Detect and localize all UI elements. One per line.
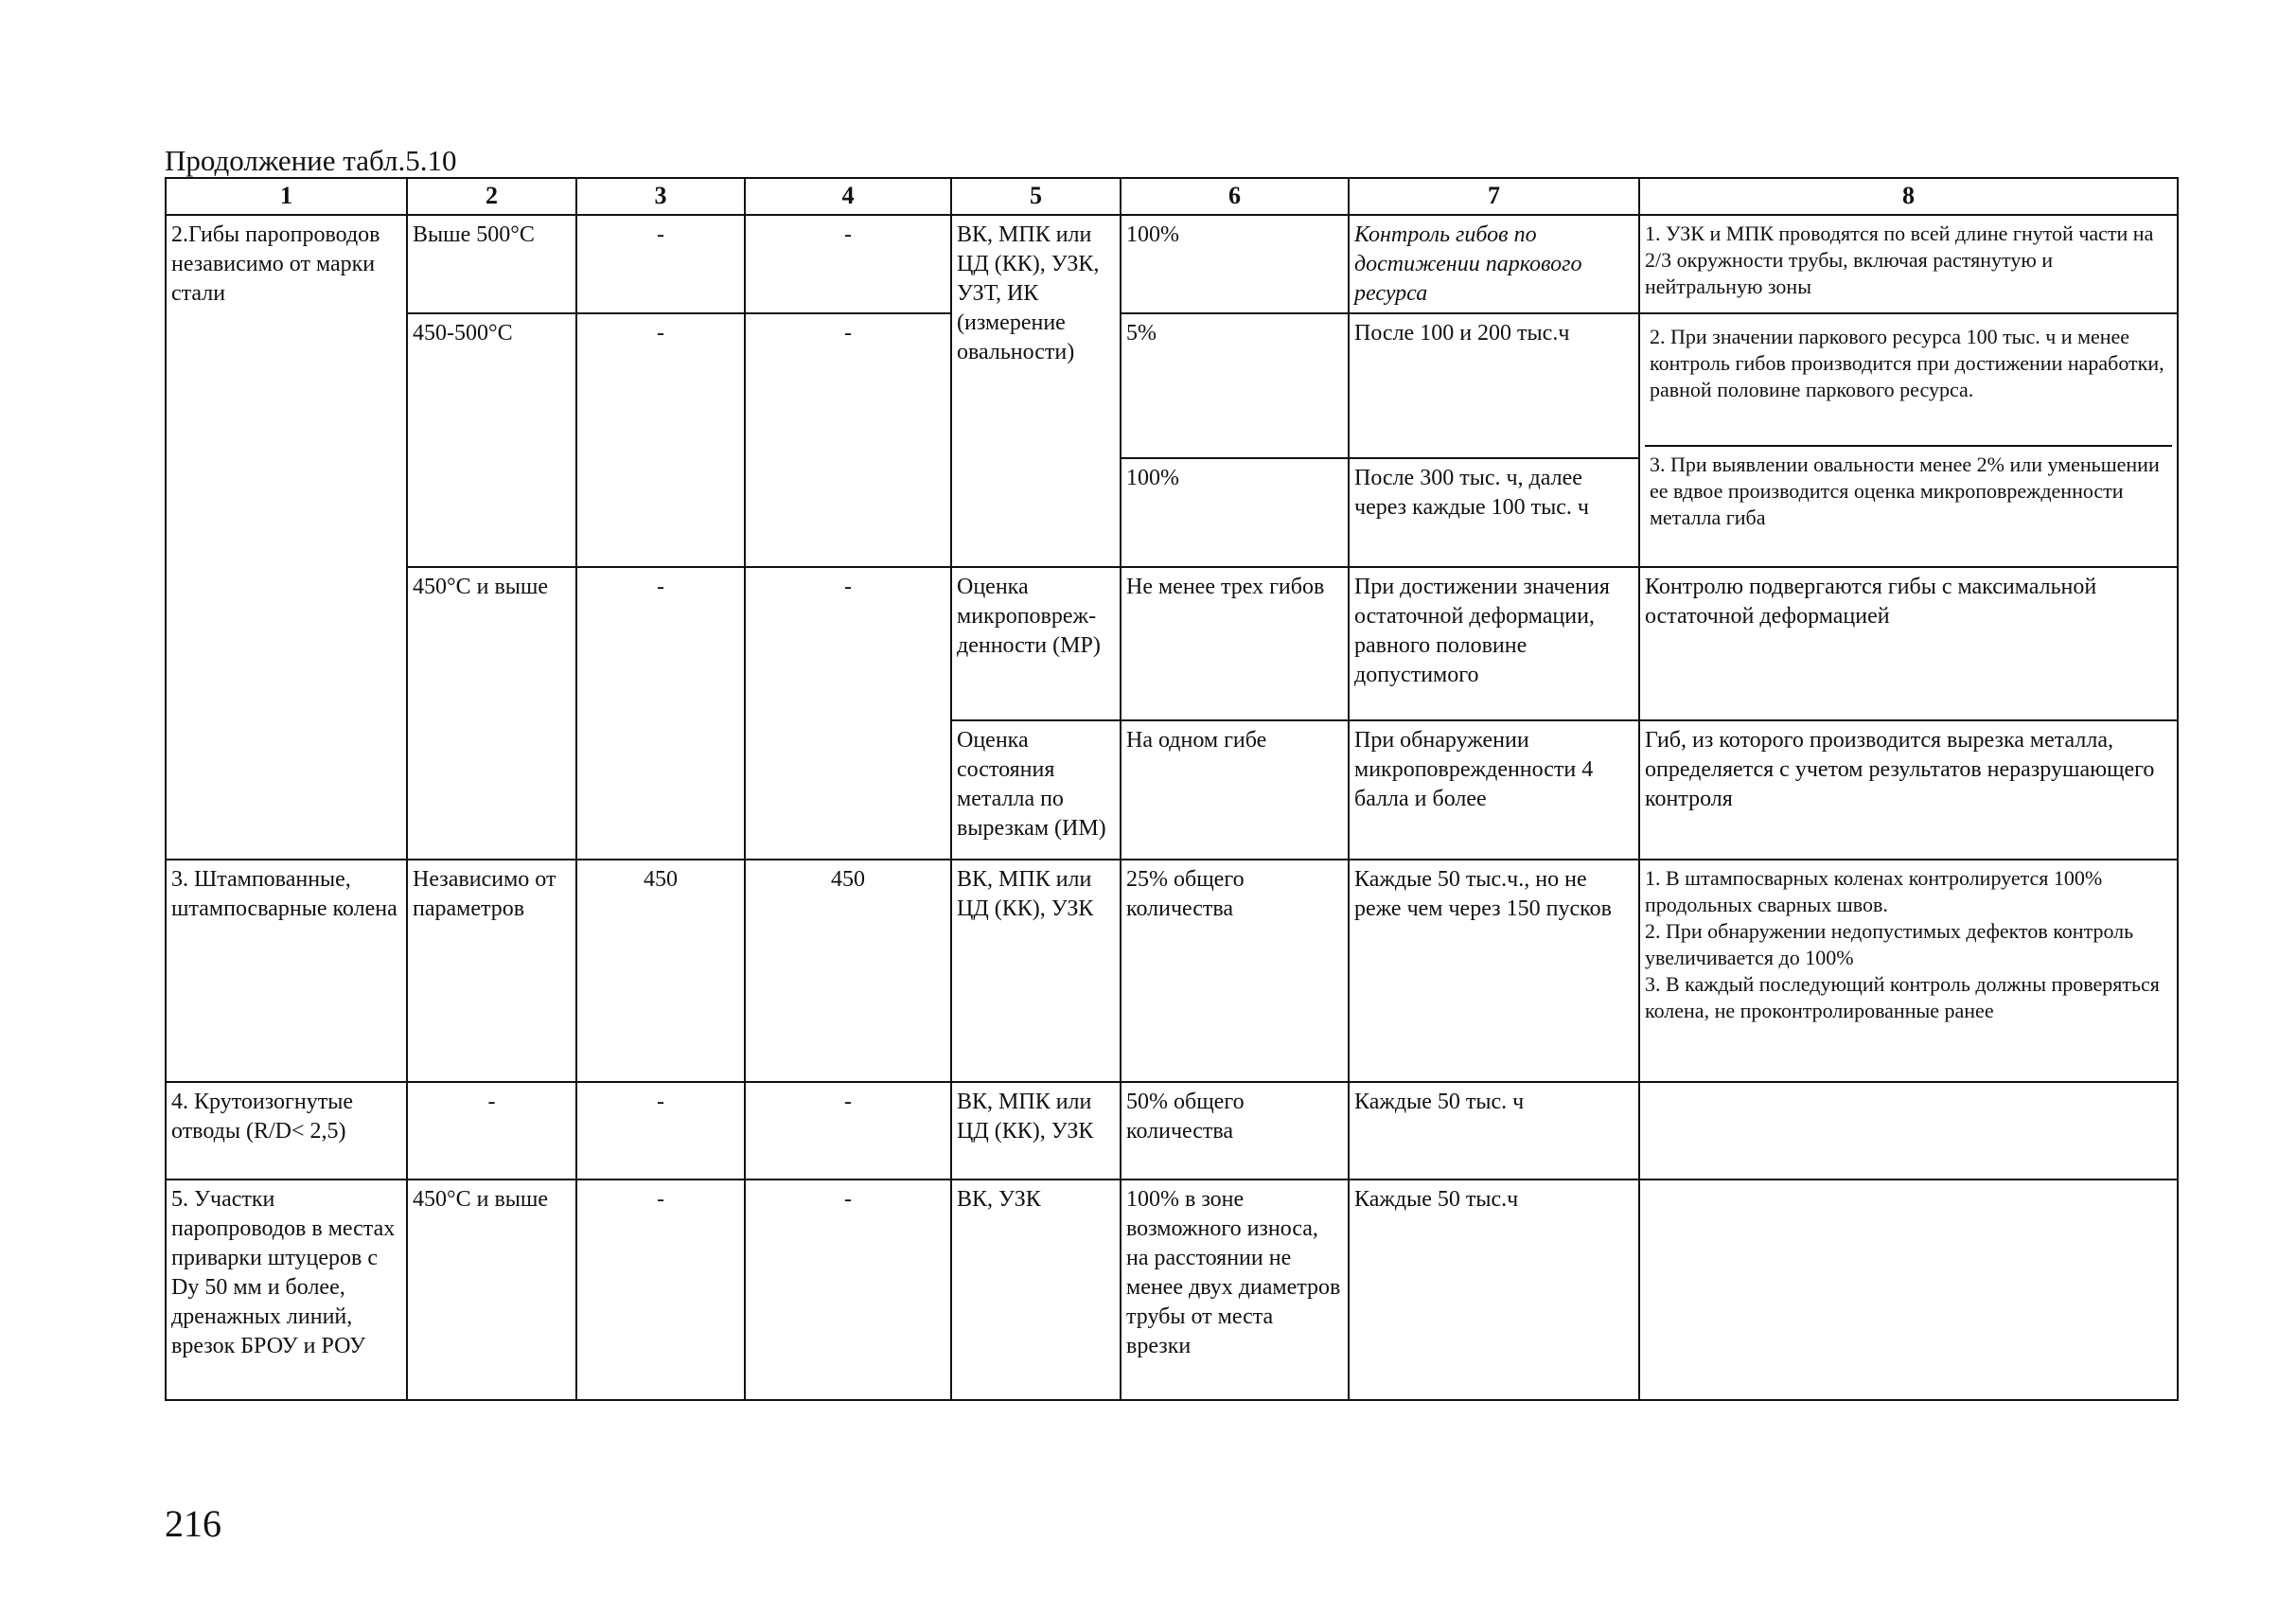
- row4-col2: -: [407, 1082, 576, 1179]
- row3-period: Каждые 50 тыс.ч., но не реже чем через 150 пусков: [1349, 860, 1639, 1082]
- col-header-4: 4: [745, 178, 951, 215]
- table-row-pipe-sections: [166, 1179, 2178, 1400]
- row5-col4: -: [745, 1179, 951, 1400]
- col-header-1: 1: [166, 178, 407, 215]
- row2-period-c: После 300 тыс. ч, далее через каждые 100 тыс. ч: [1349, 458, 1639, 567]
- row2-mp-scope: Не менее трех гибов: [1121, 567, 1349, 720]
- table-row-bends-b: [166, 313, 2178, 458]
- row2-note-2: 2. При значении паркового ресурса 100 тыс. ч и менее контроль гибов производится при достижении наработки, равной половине паркового ресурса.: [1650, 325, 2164, 401]
- col-header-8: 8: [1639, 178, 2178, 215]
- table-row-bends-a: [166, 215, 2178, 313]
- row2-im-note: Гиб, из которого производится вырезка металла, определяется с учетом результатов неразрушающего контроля: [1639, 720, 2178, 860]
- row2c-col3: -: [576, 567, 745, 860]
- row3-params: Независимо от параметров: [407, 860, 576, 1082]
- col-header-5: 5: [951, 178, 1121, 215]
- row4-col3: -: [576, 1082, 745, 1179]
- row3-methods: ВК, МПК или ЦД (КК), УЗК: [951, 860, 1121, 1082]
- row5-object: 5. Участки паропроводов в местах приварки штуцеров с Dy 50 мм и более, дренажных линий, врезок БРОУ и РОУ: [166, 1179, 407, 1400]
- row3-scope: 25% общего количества: [1121, 860, 1349, 1082]
- row2-mp-method: Оценка микроповреж-денности (МР): [951, 567, 1121, 720]
- row2b-col3: -: [576, 313, 745, 567]
- row2-mp-note: Контролю подвергаются гибы с максимальной остаточной деформацией: [1639, 567, 2178, 720]
- col-header-7: 7: [1349, 178, 1639, 215]
- row4-col4: -: [745, 1082, 951, 1179]
- row2a-col4: -: [745, 215, 951, 313]
- row2-temp-450-above: 450°С и выше: [407, 567, 576, 860]
- row2-note-3: 3. При выявлении овальности менее 2% или уменьшении ее вдвое производится оценка микроповрежденности металла гиба: [1645, 445, 2172, 535]
- table-row-bends-mp: [166, 567, 2178, 720]
- row2-scope-a: 100%: [1121, 215, 1349, 313]
- row2-im-period: При обнаружении микроповрежденности 4 балла и более: [1349, 720, 1639, 860]
- row5-note: [1639, 1179, 2178, 1400]
- row2-note-1: 1. УЗК и МПК проводятся по всей длине гнутой части на 2/3 окружности трубы, включая растянутую и нейтральную зоны: [1639, 215, 2178, 313]
- row4-methods: ВК, МПК или ЦД (КК), УЗК: [951, 1082, 1121, 1179]
- row2-methods: ВК, МПК или ЦД (КК), УЗК, УЗТ, ИК (измерение овальности): [951, 215, 1121, 567]
- row2b-col4: -: [745, 313, 951, 567]
- row4-period: Каждые 50 тыс. ч: [1349, 1082, 1639, 1179]
- row2-im-scope: На одном гибе: [1121, 720, 1349, 860]
- col-header-6: 6: [1121, 178, 1349, 215]
- row2-temp-above-500: Выше 500°С: [407, 215, 576, 313]
- row3-notes: [1639, 860, 2178, 1082]
- col-header-3: 3: [576, 178, 745, 215]
- row2-notes-2-3: [1639, 313, 2178, 567]
- row4-object: 4. Крутоизогнутые отводы (R/D< 2,5): [166, 1082, 407, 1179]
- row3-note-3: 3. В каждый последующий контроль должны проверяться колена, не проконтролированные ранее: [1645, 972, 2160, 1022]
- row2-im-method: Оценка состояния металла по вырезкам (ИМ): [951, 720, 1121, 860]
- row5-col3: -: [576, 1179, 745, 1400]
- row3-object: 3. Штампованные, штампосварные колена: [166, 860, 407, 1082]
- table-row-stamped: [166, 860, 2178, 1082]
- row5-period: Каждые 50 тыс.ч: [1349, 1179, 1639, 1400]
- row2a-col3: -: [576, 215, 745, 313]
- row2-mp-period: При достижении значения остаточной деформации, равного половине допустимого: [1349, 567, 1639, 720]
- row3-note-2: 2. При обнаружении недопустимых дефектов контроль увеличивается до 100%: [1645, 919, 2134, 969]
- inspection-table: [165, 177, 2179, 1401]
- header-row: [166, 178, 2178, 215]
- row3-note-1: 1. В штампосварных коленах контролируется 100% продольных сварных швов.: [1645, 866, 2103, 916]
- row2c-col4: -: [745, 567, 951, 860]
- row2-period-b: После 100 и 200 тыс.ч: [1349, 313, 1639, 458]
- row4-scope: 50% общего количества: [1121, 1082, 1349, 1179]
- row5-methods: ВК, УЗК: [951, 1179, 1121, 1400]
- row5-temp: 450°С и выше: [407, 1179, 576, 1400]
- page-number: 216: [165, 1502, 221, 1545]
- row2-scope-b: 5%: [1121, 313, 1349, 458]
- table-caption: Продолжение табл.5.10: [165, 144, 457, 177]
- row3-col4: 450: [745, 860, 951, 1082]
- row3-col3: 450: [576, 860, 745, 1082]
- row5-scope: 100% в зоне возможного износа, на расстоянии не менее двух диаметров трубы от места врезки: [1121, 1179, 1349, 1400]
- col-header-2: 2: [407, 178, 576, 215]
- row2-period-a: Контроль гибов по достижении паркового ресурса: [1349, 215, 1639, 313]
- row2-temp-450-500: 450-500°С: [407, 313, 576, 567]
- row2-object: 2.Гибы паропроводов независимо от марки стали: [166, 215, 407, 860]
- row4-note: [1639, 1082, 2178, 1179]
- table-row-bent-elbows: [166, 1082, 2178, 1179]
- row2-scope-c: 100%: [1121, 458, 1349, 567]
